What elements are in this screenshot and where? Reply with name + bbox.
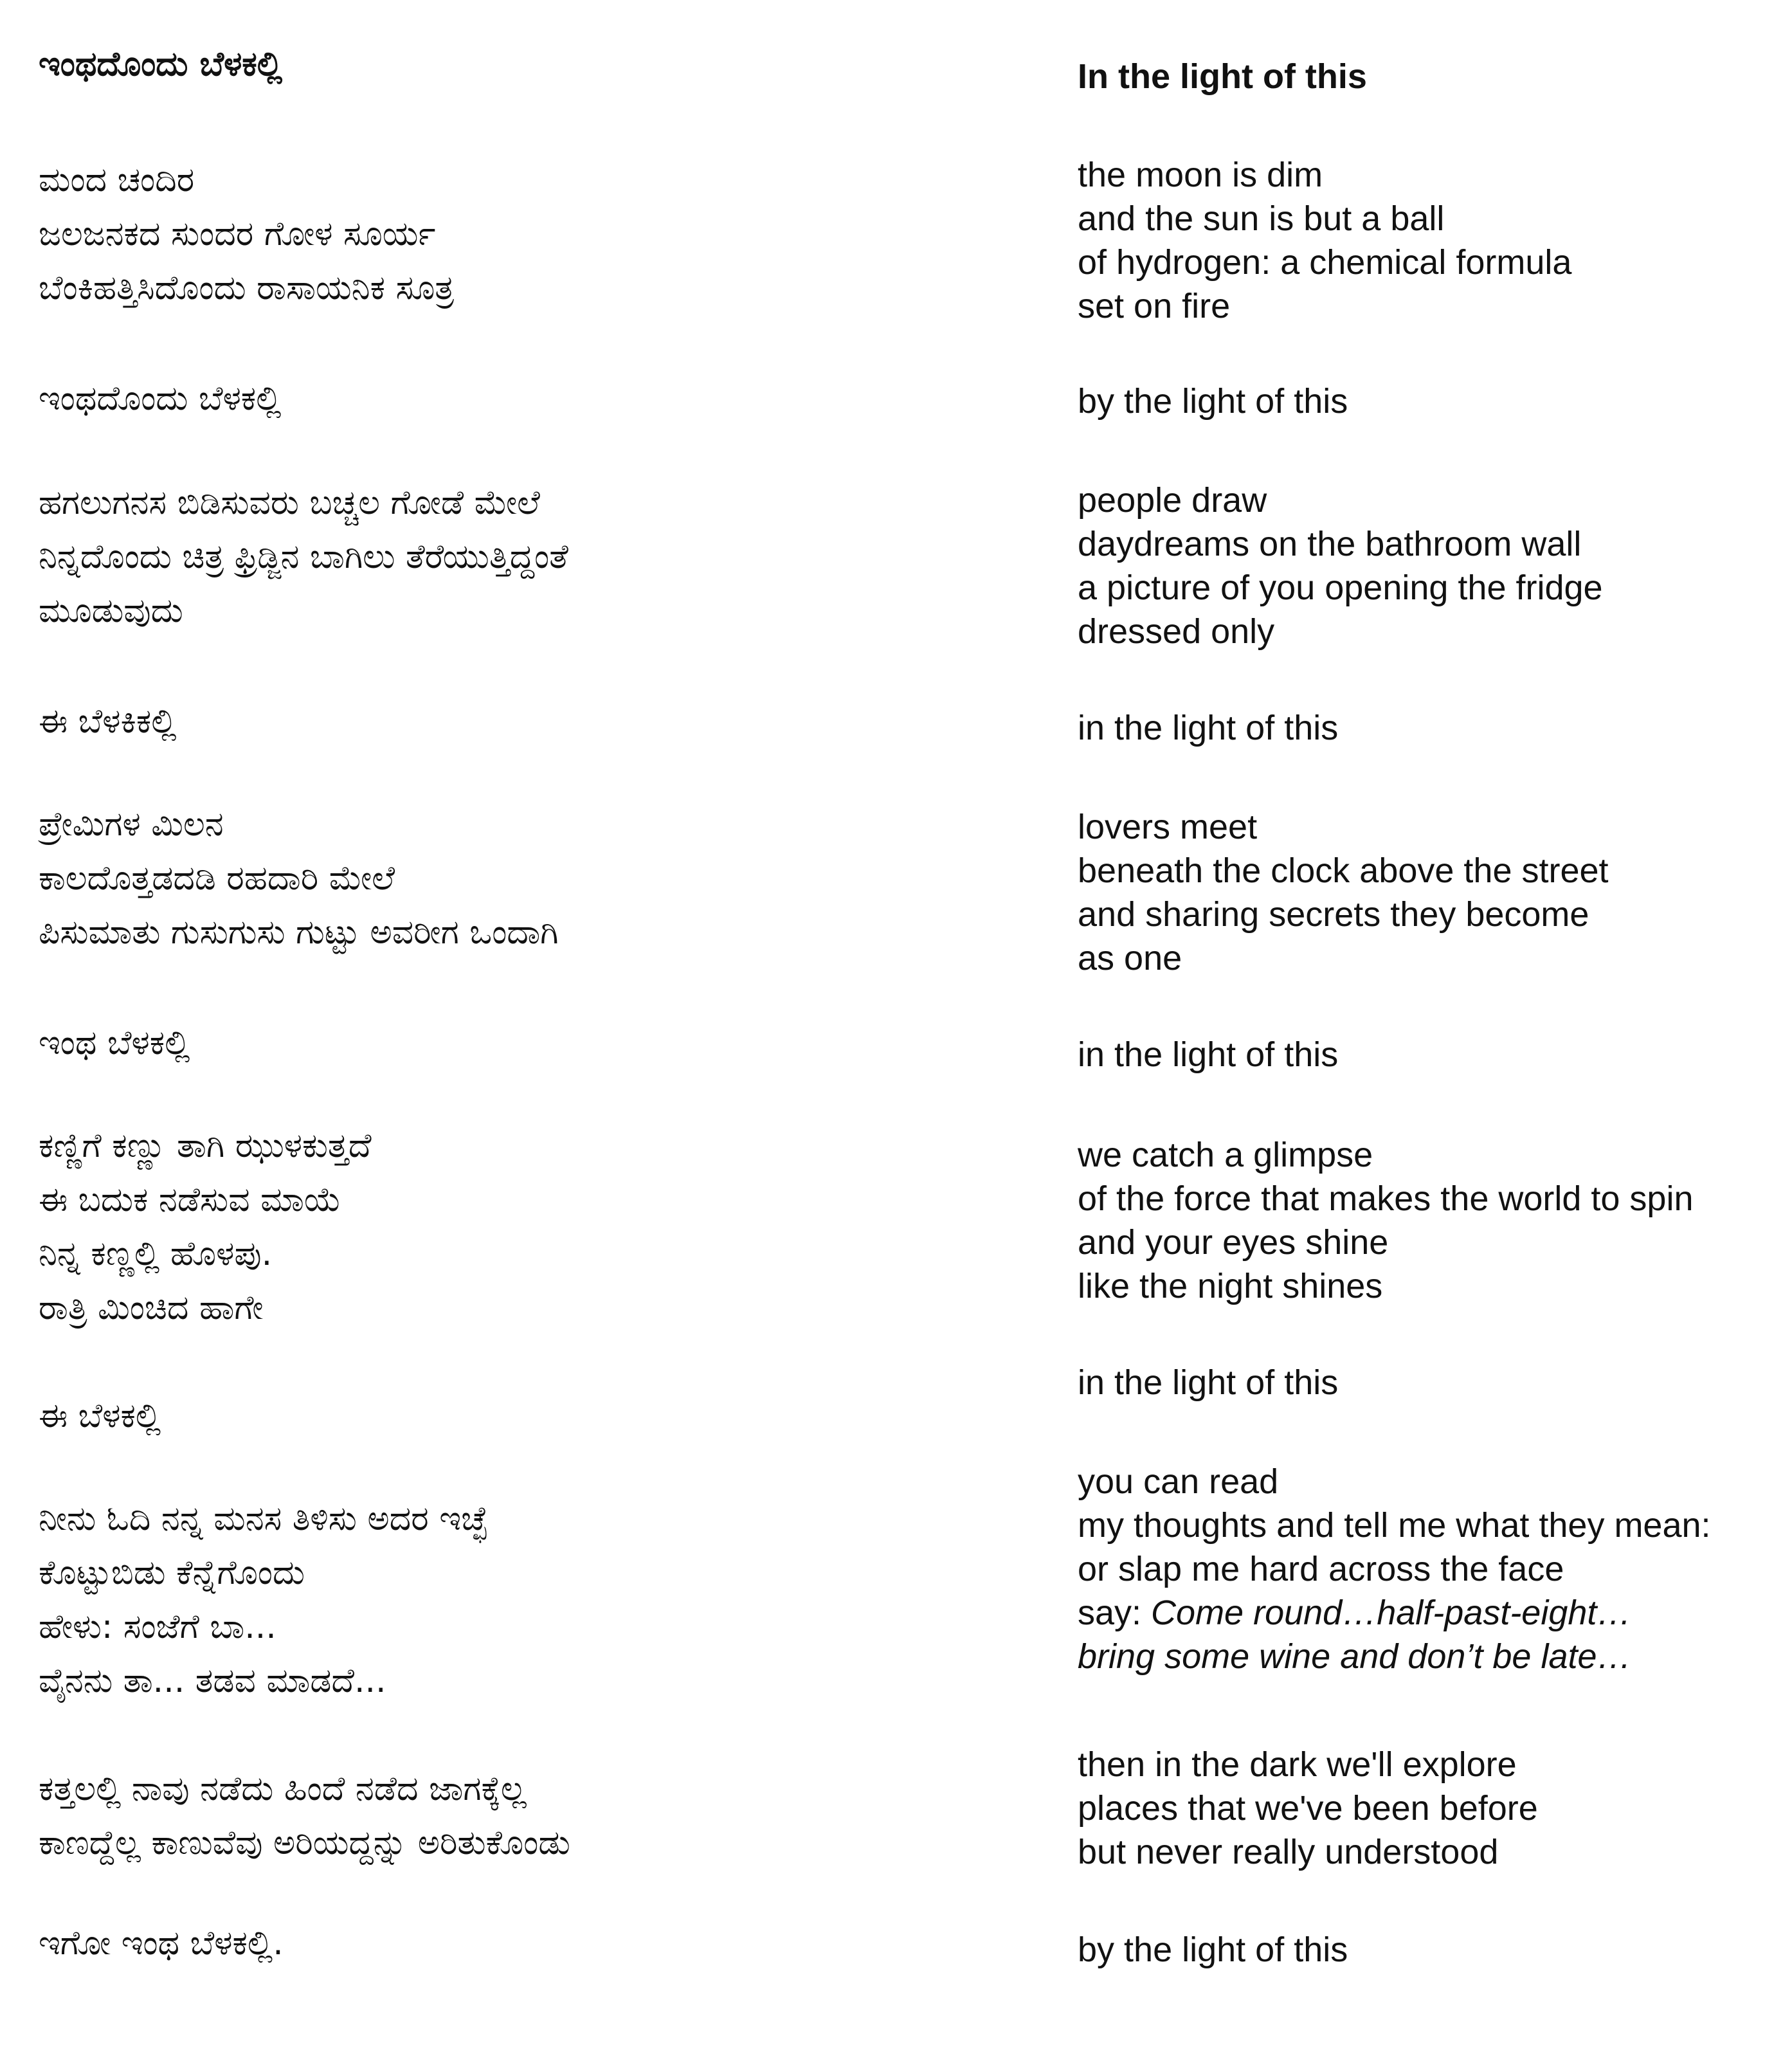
poem-line: ಬೆಂಕಿಹತ್ತಿಸಿದೊಂದು ರಾಸಾಯನಿಕ ಸೂತ್ರ xyxy=(39,269,455,307)
english-stanza-1 xyxy=(1078,153,1571,328)
poem-line: we catch a glimpse xyxy=(1078,1136,1373,1174)
poem-line: ಪ್ರೇಮಿಗಳ ಮಿಲನ xyxy=(39,805,224,844)
kannada-title: ಇಂಥದೊಂದು ಬೆಳಕಲ್ಲಿ xyxy=(39,45,283,84)
poem-line: and your eyes shine xyxy=(1078,1223,1389,1262)
poem-line: a picture of you opening the fridge xyxy=(1078,568,1603,607)
poem-line: by the light of this xyxy=(1078,382,1348,421)
kannada-stanza-6 xyxy=(39,1762,570,1870)
poem-line: the moon is dim xyxy=(1078,156,1323,194)
poem-line: in the light of this xyxy=(1078,1035,1339,1074)
poem-line: you can read xyxy=(1078,1462,1279,1501)
english-stanza-2 xyxy=(1078,478,1603,653)
poem-line: my thoughts and tell me what they mean: xyxy=(1078,1506,1711,1545)
poem-line: and the sun is but a ball xyxy=(1078,199,1445,238)
kannada-refrain-5 xyxy=(39,1916,284,1970)
poem-line: ಕಣ್ಣಿಗೆ ಕಣ್ಣು ತಾಗಿ ಝುಳಕುತ್ತದೆ xyxy=(39,1127,372,1165)
say-italic: Come round…half-past-eight… xyxy=(1151,1593,1632,1632)
poem-line: of the force that makes the world to spin xyxy=(1078,1179,1694,1218)
poem-line: people draw xyxy=(1078,481,1267,520)
poem-line: by the light of this xyxy=(1078,1930,1348,1969)
poem-line: ಕಾಣದ್ದೆಲ್ಲ ಕಾಣುವೆವು ಅರಿಯದ್ದನ್ನು ಅರಿತುಕೊಂಡು xyxy=(39,1824,570,1862)
poem-line: lovers meet xyxy=(1078,808,1258,846)
poem-line: beneath the clock above the street xyxy=(1078,851,1609,890)
poem-line: ಮೂಡುವುದು xyxy=(39,592,183,630)
poem-line: but never really understood xyxy=(1078,1833,1499,1871)
poem-line: ಈ ಬೆಳಕಿಕಲ್ಲಿ xyxy=(39,702,177,741)
poem-line: as one xyxy=(1078,939,1182,977)
poem-line: dressed only xyxy=(1078,612,1275,651)
english-stanza-6 xyxy=(1078,1743,1538,1874)
poem-line: ನಿನ್ನ ಕಣ್ಣಲ್ಲಿ ಹೊಳಪು. xyxy=(39,1235,273,1273)
poem-line: in the light of this xyxy=(1078,709,1339,747)
kannada-refrain-3 xyxy=(39,1016,190,1070)
poem-line: ಇಂಥದೊಂದು ಬೆಳಕಲ್ಲಿ xyxy=(39,379,282,418)
english-refrain-1 xyxy=(1078,379,1348,423)
poem-line: places that we've been before xyxy=(1078,1789,1538,1828)
poem-line: in the light of this xyxy=(1078,1363,1339,1402)
poem-line: and sharing secrets they become xyxy=(1078,895,1589,934)
say-prefix: say: xyxy=(1078,1593,1152,1632)
poem-line: ರಾತ್ರಿ ಮಿಂಚಿದ ಹಾಗೇ xyxy=(39,1289,264,1327)
poem-line: ಹಗಲುಗನಸ ಬಿಡಿಸುವರು ಬಚ್ಚಲ ಗೋಡೆ ಮೇಲೆ xyxy=(39,484,540,522)
kannada-stanza-3 xyxy=(39,797,559,959)
english-refrain-2 xyxy=(1078,706,1338,750)
poem-line: set on fire xyxy=(1078,287,1231,325)
kannada-stanza-5 xyxy=(39,1492,488,1708)
poem-line: bring some wine and don’t be late… xyxy=(1078,1637,1632,1676)
kannada-stanza-1 xyxy=(39,153,454,315)
poem-line: ಕಾಲದೊತ್ತಡದಡಿ ರಹದಾರಿ ಮೇಲೆ xyxy=(39,859,395,898)
poem-line: ಇಗೋ ಇಂಥ ಬೆಳಕಲ್ಲಿ. xyxy=(39,1924,284,1963)
english-refrain-5 xyxy=(1078,1928,1348,1972)
poem-line: like the night shines xyxy=(1078,1267,1383,1305)
poem-line: ಪಿಸುಮಾತು ಗುಸುಗುಸು ಗುಟ್ಟು ಅವರೀಗ ಒಂದಾಗಿ xyxy=(39,913,559,952)
english-stanza-5 xyxy=(1078,1460,1711,1678)
poem-line: ಕತ್ತಲಲ್ಲಿ ನಾವು ನಡೆದು ಹಿಂದೆ ನಡೆದ ಜಾಗಕ್ಕೆಲ್ಲ xyxy=(39,1770,527,1808)
kannada-stanza-4 xyxy=(39,1119,372,1335)
english-title: In the light of this xyxy=(1078,57,1367,96)
poem-line xyxy=(1078,1591,1711,1635)
english-stanza-3 xyxy=(1078,805,1609,980)
poem-line: ಈ ಬೆಳಕಲ್ಲಿ xyxy=(39,1397,161,1435)
poem-line: ನೀನು ಓದಿ ನನ್ನ ಮನಸ ತಿಳಿಸು ಅದರ ಇಚ್ಛೆ xyxy=(39,1500,488,1538)
kannada-stanza-2 xyxy=(39,476,568,638)
english-refrain-4 xyxy=(1078,1361,1338,1404)
poem-line: ವೈನನು ತಾ... ತಡವ ಮಾಡದೆ... xyxy=(39,1662,386,1700)
poem-line: ಮಂದ ಚಂದಿರ xyxy=(39,161,195,199)
kannada-refrain-4 xyxy=(39,1389,161,1443)
poem-line: ಹೇಳು: ಸಂಜೆಗೆ ಬಾ... xyxy=(39,1608,276,1646)
poem-line: ಜಲಜನಕದ ಸುಂದರ ಗೋಳ ಸೂರ್ಯ xyxy=(39,215,436,253)
poem-line: of hydrogen: a chemical formula xyxy=(1078,243,1572,282)
english-stanza-4 xyxy=(1078,1133,1694,1308)
kannada-refrain-1 xyxy=(39,372,282,426)
poem-line: ಈ ಬದುಕ ನಡೆಸುವ ಮಾಯೆ xyxy=(39,1181,341,1219)
poem-line: then in the dark we'll explore xyxy=(1078,1745,1517,1784)
poem-line: ಕೊಟ್ಟುಬಿಡು ಕೆನ್ನೆಗೊಂದು xyxy=(39,1554,305,1592)
poem-line: ನಿನ್ನದೊಂದು ಚಿತ್ರ ಫ್ರಿಡ್ಜಿನ ಬಾಗಿಲು ತೆರೆಯುತ್ತಿದ್ದಂತೆ xyxy=(39,538,568,576)
poem-line: or slap me hard across the face xyxy=(1078,1550,1564,1588)
poem-line: ಇಂಥ ಬೆಳಕಲ್ಲಿ xyxy=(39,1024,190,1062)
kannada-refrain-2 xyxy=(39,695,177,749)
english-refrain-3 xyxy=(1078,1033,1338,1076)
poem-line: daydreams on the bathroom wall xyxy=(1078,525,1582,563)
